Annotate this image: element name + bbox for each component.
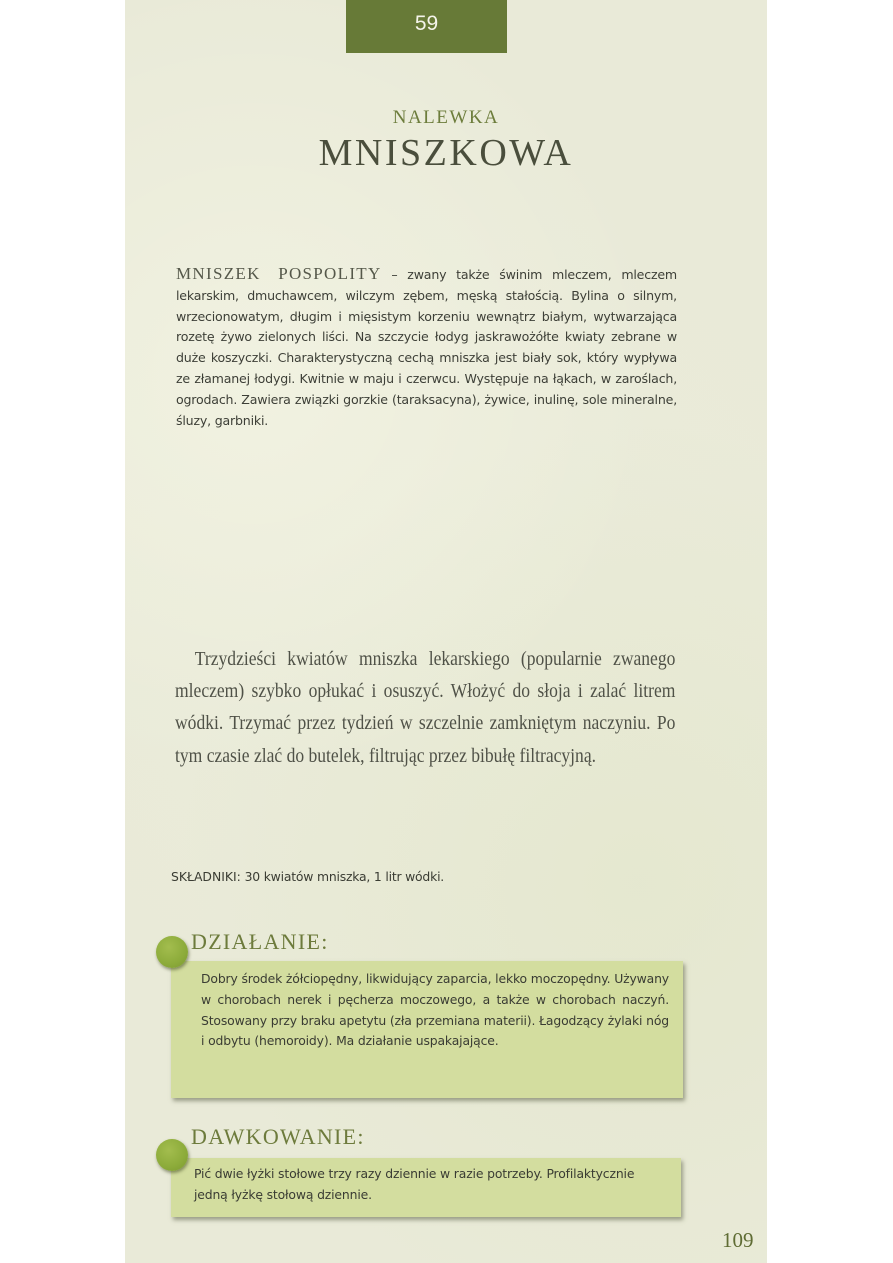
ingredients-line (171, 869, 444, 884)
dosage-box (171, 1158, 681, 1217)
dosage-text: Pić dwie łyżki stołowe trzy razy dziennie w razie potrzeby. Profilaktycznie jedną łyżkę stołową dziennie. (194, 1166, 635, 1202)
chapter-number: 59 (414, 12, 439, 35)
chapter-number-badge (346, 0, 507, 53)
intro-text: zwany także świnim mleczem, mleczem lekarskim, dmuchawcem, wilczym zębem, męską stałością. Bylina o silnym, wrzecionowatym, długim i mięsistym korzeniu wewnątrz białym, wytwarzająca rozetę żywo zielonych liści. Na szczycie łodyg jaskrawożółte kwiaty zebrane w duże koszyczki. Charakterystyczną cechą mniszka jest biały sok, który wypływa ze złamanej łodygi. Kwitnie w maju i czerwcu. Występuje na łąkach, w zaroślach, ogrodach. Zawiera związki gorzkie (taraksacyna), żywice, inulinę, sole mineralne, śluzy, garbniki. (176, 267, 677, 428)
section-heading-dosage: DAWKOWANIE: (191, 1124, 365, 1149)
bullet-circle-icon (156, 936, 188, 968)
intro-dash: – (381, 267, 408, 282)
intro-paragraph (176, 264, 677, 431)
section-heading-action: DZIAŁANIE: (191, 929, 329, 954)
action-text: Dobry środek żółciopędny, likwidujący zaparcia, lekko moczopędny. Używany w chorobach nerek i pęcherza moczowego, a także w chorobach naczyń. Stosowany przy braku apetytu (zła przemiana materii). Łagodzący żylaki nóg i odbytu (hemoroidy). Ma działanie uspakajające. (201, 971, 669, 1049)
bullet-circle-icon (156, 1139, 188, 1171)
action-box (171, 961, 683, 1098)
page-title: MNISZKOWA (318, 132, 574, 174)
title-prefix: NALEWKA (392, 107, 500, 128)
ingredients-text: 30 kwiatów mniszka, 1 litr wódki. (240, 869, 445, 884)
recipe-paragraph (175, 644, 675, 773)
intro-lead-term: MNISZEK POSPOLITY (176, 264, 382, 283)
ingredients-label: SKŁADNIKI: (171, 869, 241, 884)
recipe-text: Trzydzieści kwiatów mniszka lekarskiego (popularnie zwanego mleczem) szybko opłukać i osuszyć. Włożyć do słoja i zalać litrem wódki. Trzymać przez tydzień w szczelnie zamkniętym naczyniu. Po tym czasie zlać do butelek, filtrując przez bibułę filtracyjną. (175, 649, 676, 767)
page-number: 109 (722, 1228, 754, 1252)
book-page (125, 0, 767, 1263)
